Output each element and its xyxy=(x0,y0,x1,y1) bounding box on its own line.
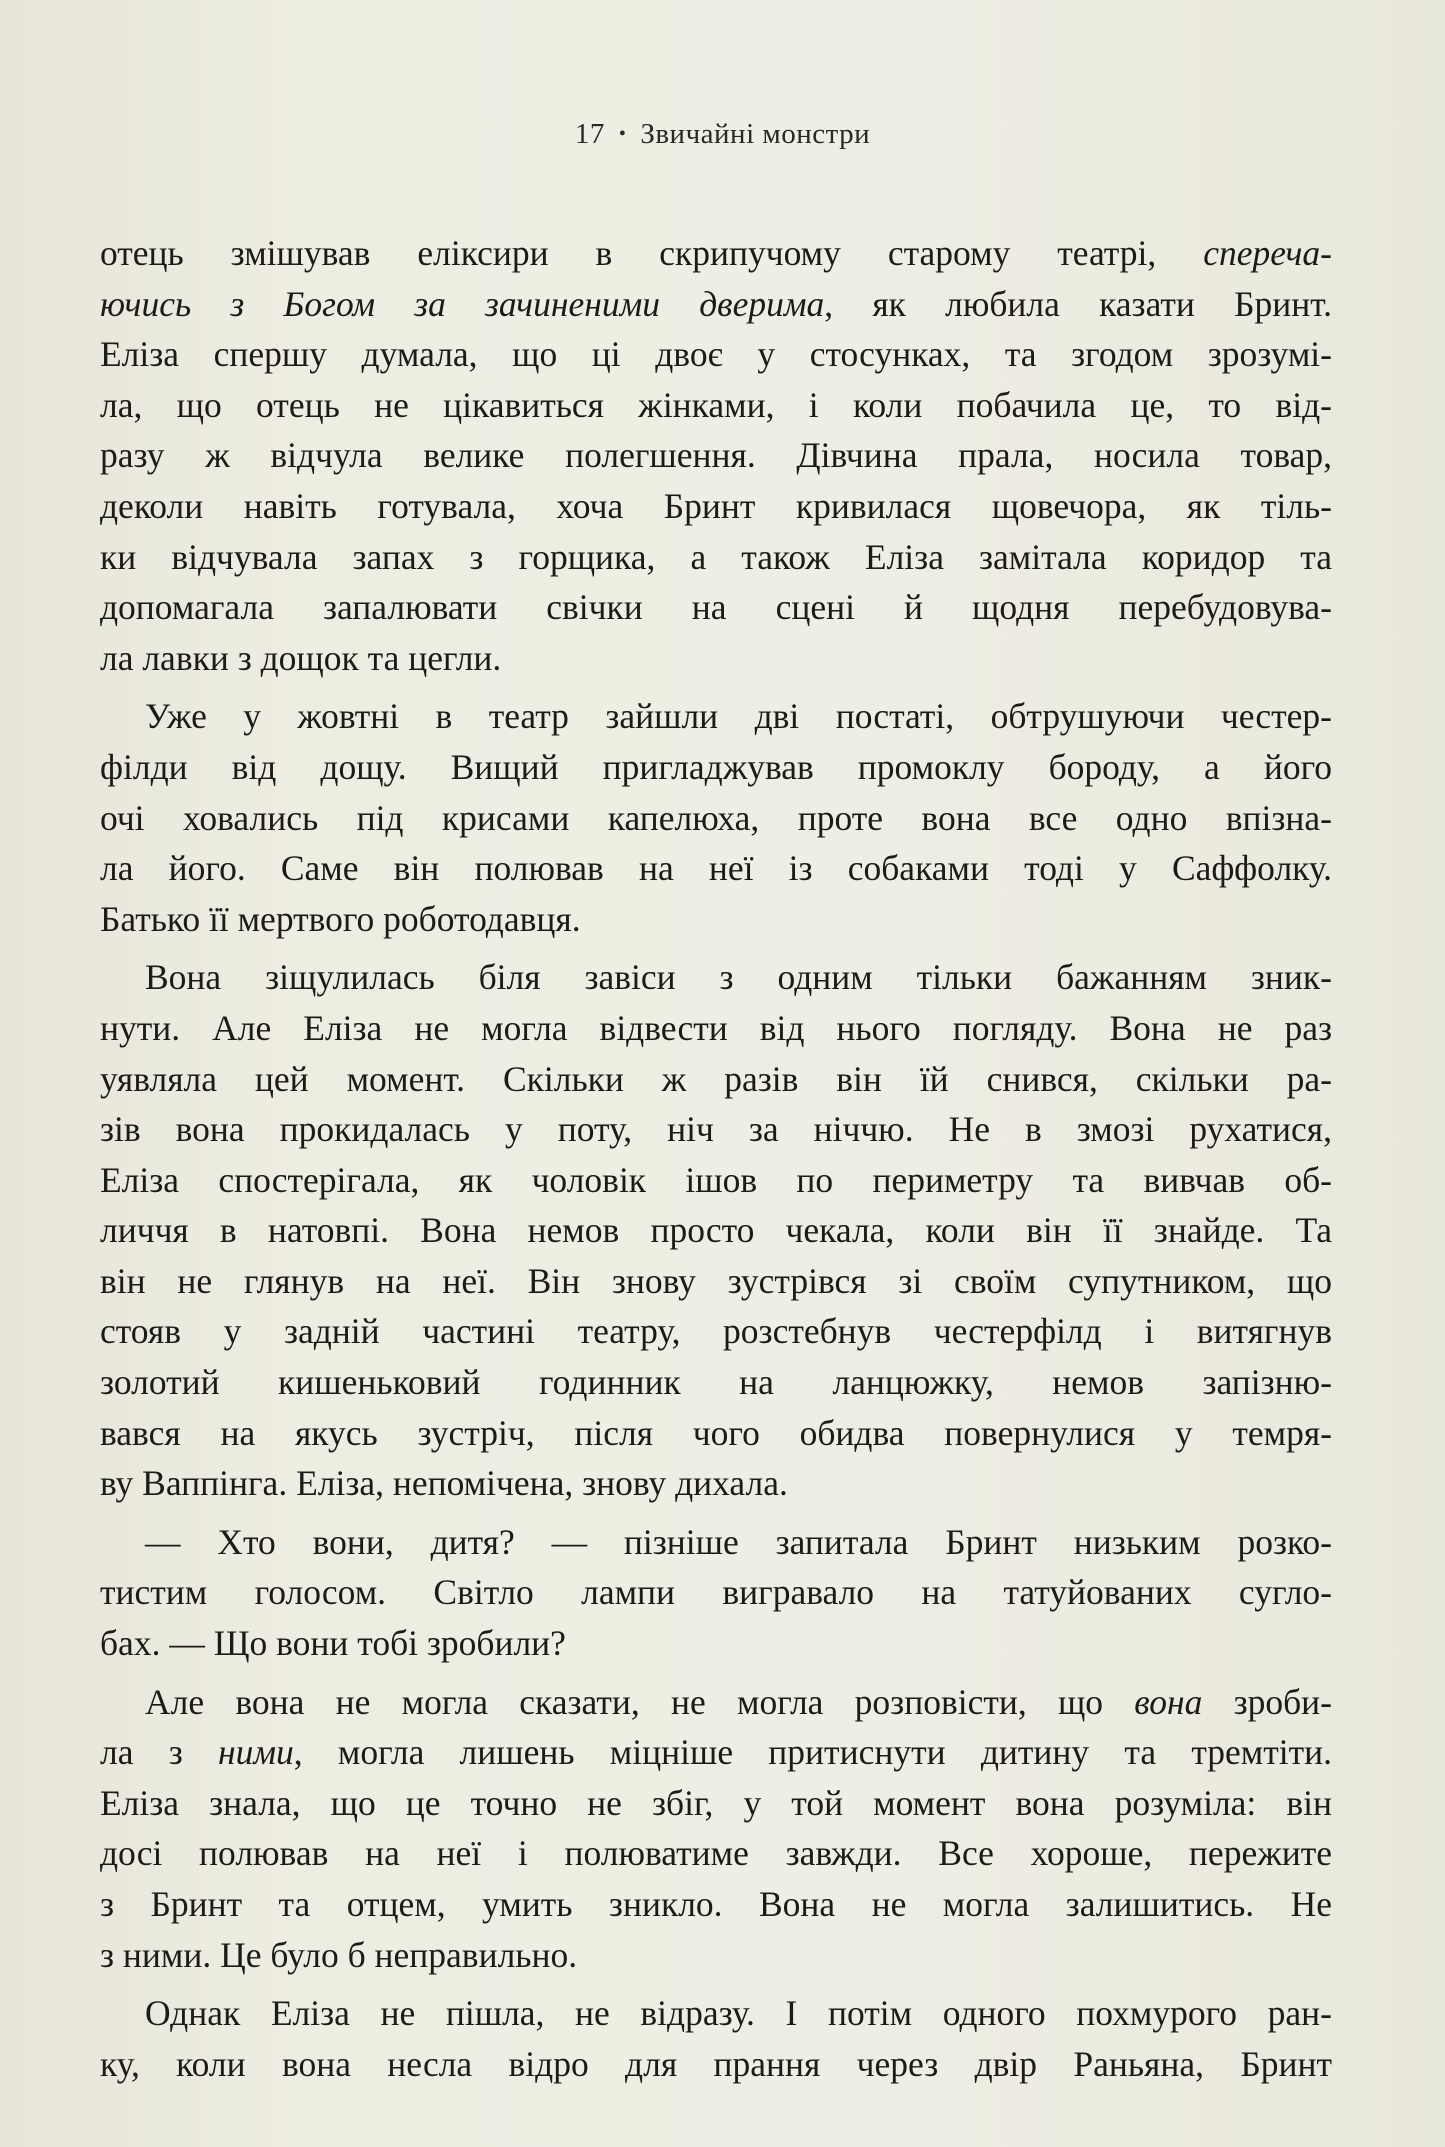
text-segment: він не глянув на неї. Він знову зустрівся зі своїм супутником, що xyxy=(100,1260,1332,1301)
text-line xyxy=(100,742,1332,793)
text-line xyxy=(100,1256,1332,1307)
text-segment: нути. Але Еліза не могла відвести від нього погляду. Вона не раз xyxy=(100,1007,1332,1048)
paragraph-gap xyxy=(100,1669,1332,1677)
text-segment: уявляла цей момент. Скільки ж разів він їй снився, скільки ра- xyxy=(100,1058,1332,1099)
paragraph-gap xyxy=(100,944,1332,952)
text-segment: бах. — Що вони тобі зробили? xyxy=(100,1623,566,1664)
text-line xyxy=(100,329,1332,380)
text-line xyxy=(100,1778,1332,1829)
paragraph xyxy=(100,1677,1332,1981)
text-segment: ву Ваппінга. Еліза, непомічена, знову дихала. xyxy=(100,1463,788,1504)
paragraph xyxy=(100,1988,1332,2089)
text-segment: Однак Еліза не пішла, не відразу. І потім одного похмурого ран- xyxy=(145,1993,1332,2034)
text-line xyxy=(100,1306,1332,1357)
text-segment: очі ховались під крисами капелюха, проте вона все одно впізна- xyxy=(100,797,1332,838)
header-separator: • xyxy=(618,123,627,145)
page-number: 17 xyxy=(574,118,605,150)
text-segment: досі полював на неї і полюватиме завжди. Все хороше, пережите xyxy=(100,1833,1332,1874)
text-segment: ку, коли вона несла відро для прання через двір Раньяна, Бринт xyxy=(100,2043,1332,2084)
text-segment: ла його. Саме він полював на неї із собаками тоді у Саффолку. xyxy=(100,848,1332,889)
text-line xyxy=(100,1205,1332,1256)
text-segment: — Хто вони, дитя? — пізніше запитала Бринт низьким розко- xyxy=(145,1521,1332,1562)
text-segment: , як любила казати Бринт. xyxy=(824,283,1332,324)
text-segment: Еліза спершу думала, що ці двоє у стосунках, та згодом зрозумі- xyxy=(100,334,1332,375)
text-segment: Еліза знала, що це точно не збіг, у той момент вона розуміла: він xyxy=(100,1782,1332,1823)
text-line xyxy=(100,1517,1332,1568)
paragraph-gap xyxy=(100,1980,1332,1988)
text-segment: Еліза спостерігала, як чоловік ішов по периметру та вивчав об- xyxy=(100,1159,1332,1200)
text-segment: тистим голосом. Світло лампи вигравало на татуйованих сугло- xyxy=(100,1572,1332,1613)
text-segment: разу ж відчула велике полегшення. Дівчина прала, носила товар, xyxy=(100,435,1332,476)
text-line xyxy=(100,380,1332,431)
text-line xyxy=(100,532,1332,583)
text-line xyxy=(100,633,1332,684)
text-segment: , могла лишень міцніше притиснути дитину та тремтіти. xyxy=(293,1732,1333,1773)
text-line xyxy=(100,1677,1332,1728)
text-line xyxy=(100,1054,1332,1105)
text-segment: ки відчувала запах з горщика, а також Еліза замітала коридор та xyxy=(100,536,1332,577)
text-segment: ла з xyxy=(100,1732,218,1773)
text-line xyxy=(100,1003,1332,1054)
text-line xyxy=(100,430,1332,481)
text-line xyxy=(100,1155,1332,1206)
text-segment: зів вона прокидалась у поту, ніч за ніччю. Не в змозі рухатися, xyxy=(100,1109,1332,1150)
text-segment: з Бринт та отцем, умить зникло. Вона не могла залишитись. Не xyxy=(100,1884,1332,1924)
text-segment: Вона зіщулилась біля завіси з одним тільки бажанням зник- xyxy=(145,957,1332,998)
text-line xyxy=(100,228,1332,279)
paragraph xyxy=(100,691,1332,944)
italic-text: спереча- xyxy=(1203,233,1332,273)
text-segment: ла лавки з дощок та цегли. xyxy=(100,637,502,678)
text-line xyxy=(100,691,1332,742)
text-line xyxy=(100,1104,1332,1155)
text-segment: золотий кишеньковий годинник на ланцюжку, немов запізню- xyxy=(100,1362,1332,1403)
text-line xyxy=(100,1988,1332,2039)
text-segment: вався на якусь зустріч, після чого обидва повернулися у темря- xyxy=(100,1412,1332,1453)
text-segment: Уже у жовтні в театр зайшли дві постаті, обтрушуючи честер- xyxy=(145,696,1332,737)
book-title: Звичайні монстри xyxy=(640,118,871,150)
text-line xyxy=(100,1408,1332,1459)
text-segment: зроби- xyxy=(1202,1681,1332,1722)
body-text xyxy=(100,228,1332,2089)
text-line xyxy=(100,1567,1332,1618)
text-line xyxy=(100,582,1332,633)
text-segment: стояв у задній частині театру, розстебнув честерфілд і витягнув xyxy=(100,1311,1332,1352)
text-line xyxy=(100,279,1332,330)
text-segment: допомагала запалювати свічки на сцені й щодня перебудовува- xyxy=(100,587,1332,628)
paragraph-gap xyxy=(100,683,1332,691)
text-line xyxy=(100,1930,1332,1981)
text-segment: Батько її мертвого роботодавця. xyxy=(100,898,581,939)
italic-text: ними xyxy=(217,1732,294,1773)
text-line xyxy=(100,2039,1332,2090)
paragraph-gap xyxy=(100,1509,1332,1517)
text-segment: Але вона не могла сказати, не могла розповісти, що xyxy=(145,1681,1135,1722)
paragraph xyxy=(100,1517,1332,1669)
text-segment: отець змішував еліксири в скрипучому старому театрі, xyxy=(100,233,1204,273)
text-line xyxy=(100,843,1332,894)
text-segment: личчя в натовпі. Вона немов просто чекала, коли він її знайде. Та xyxy=(100,1210,1332,1251)
italic-text: вона xyxy=(1134,1681,1203,1722)
paragraph xyxy=(100,228,1332,683)
text-line xyxy=(100,1357,1332,1408)
text-segment: з ними. Це було б неправильно. xyxy=(100,1934,578,1975)
text-line xyxy=(100,1458,1332,1509)
text-segment: філди від дощу. Вищий пригладжував промоклу бороду, а його xyxy=(100,746,1332,787)
text-line xyxy=(100,952,1332,1003)
paragraph xyxy=(100,952,1332,1509)
text-line xyxy=(100,1618,1332,1669)
text-line xyxy=(100,793,1332,844)
text-segment: деколи навіть готувала, хоча Бринт кривилася щовечора, як тіль- xyxy=(100,485,1332,526)
text-line xyxy=(100,894,1332,945)
italic-text: ючись з Богом за зачиненими дверима xyxy=(100,283,825,324)
text-line xyxy=(100,1727,1332,1778)
running-header xyxy=(0,118,1445,151)
text-segment: ла, що отець не цікавиться жінками, і коли побачила це, то від- xyxy=(100,384,1332,425)
text-line xyxy=(100,1828,1332,1879)
text-line xyxy=(100,1879,1332,1930)
text-line xyxy=(100,481,1332,532)
